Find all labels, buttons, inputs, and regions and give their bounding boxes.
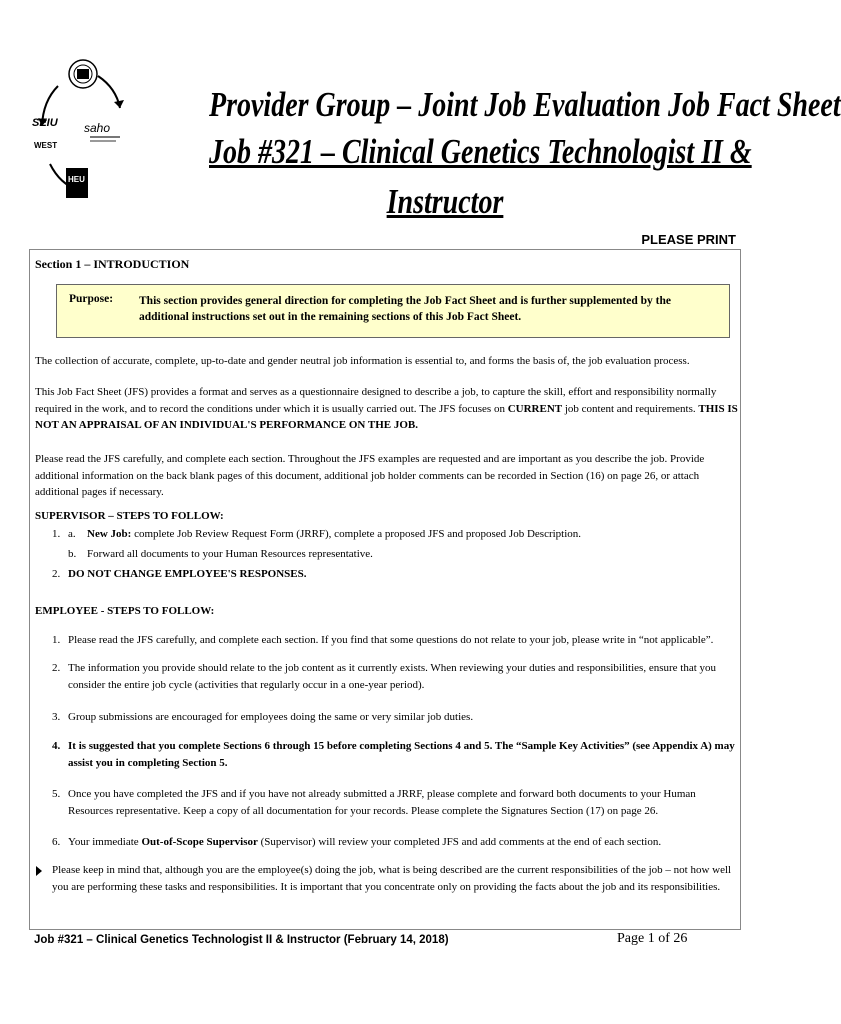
emp-step-2: The information you provide should relate to the job content as it currently exists. When reviewing your duties and responsibilities, ensure that you consider the entire job cycle (activities that regularly occur in a one-year period).: [68, 662, 717, 691]
section-title: Section 1 – INTRODUCTION: [35, 257, 190, 271]
purpose-label: Purpose:: [69, 293, 114, 305]
sup-step-1b-letter: b.: [68, 548, 77, 560]
supervisor-heading: SUPERVISOR – STEPS TO FOLLOW:: [35, 510, 224, 522]
emp-step-1: Please read the JFS carefully, and complete each section. If you find that some questions do not relate to your job, please write in “not applicable”.: [68, 634, 714, 646]
document-title: Provider Group – Joint Job Evaluation Job Fact Sheet: [209, 85, 841, 124]
employee-note: Please keep in mind that, although you are the employee(s) doing the job, what is being described are the current responsibilities of the job – not how well you are performing these tasks and responsibilities. It is important that you concentrate only on providing the facts about the job and its responsibilities.: [52, 864, 732, 893]
sup-step-2-num: 2.: [52, 568, 61, 580]
emp-step-6: Your immediate Out-of-Scope Supervisor (Supervisor) will review your completed JFS and add comments at the end of each section.: [68, 836, 662, 848]
bullet-arrow-icon: [36, 866, 42, 876]
section-box: [29, 249, 741, 930]
emp-step-4: It is suggested that you complete Sections 6 through 15 before completing Sections 4 and 5. The “Sample Key Activities” (see Appendix A) may assist you in completing Section 5.: [68, 740, 735, 769]
saho-logo: saho: [84, 121, 111, 135]
job-title-line1: Job #321 – Clinical Genetics Technologist II &: [209, 132, 752, 171]
page-number: Page 1 of 26: [617, 931, 688, 946]
sup-step-1a-letter: a.: [68, 528, 76, 540]
emp-step-3-num: 3.: [52, 711, 61, 723]
instructions-paragraph: Please read the JFS carefully, and complete each section. Throughout the JFS examples are requested and are important as you describe the job. Provide additional information on the back blank pages of this document, additional job holder comments can be recorded in Section (16) on page 26, or attach additional pages if necessary.: [35, 453, 705, 498]
emp-step-1-num: 1.: [52, 634, 61, 646]
sup-step-1a: New Job: complete Job Review Request Form (JRRF), complete a proposed JFS and proposed Job Description.: [87, 528, 582, 540]
west-logo: WEST: [34, 141, 58, 150]
purpose-box: [56, 284, 730, 338]
intro-paragraph: The collection of accurate, complete, up-to-date and gender neutral job information is essential to, and forms the basis of, the job evaluation process.: [35, 355, 690, 367]
emp-step-4-num: 4.: [52, 740, 61, 752]
svg-text:HEU: HEU: [68, 175, 85, 184]
emp-step-5-num: 5.: [52, 788, 61, 800]
emp-step-3: Group submissions are encouraged for employees doing the same or very similar job duties.: [68, 711, 474, 723]
job-title-line2: Instructor: [386, 182, 504, 221]
seiu-logo: SEIU: [32, 117, 58, 129]
purpose-text: This section provides general direction for completing the Job Fact Sheet and is further supplemented by the additional instructions set out in the remaining sections of this Job Fact Sheet.: [139, 295, 671, 323]
sup-step-1b: Forward all documents to your Human Resources representative.: [87, 548, 373, 560]
jfs-description-paragraph: This Job Fact Sheet (JFS) provides a format and serves as a questionnaire designed to describe a job, to capture the skill, effort and responsibility normally required in the work, and to record the conditions under which it is usually carried out. The JFS focuses on CURRENT job content and requirements. THIS IS NOT AN APPRAISAL OF AN INDIVIDUAL'S PERFORMANCE ON THE JOB.: [35, 386, 738, 431]
sup-step-2: DO NOT CHANGE EMPLOYEE'S RESPONSES.: [68, 568, 307, 580]
please-print-label: PLEASE PRINT: [641, 232, 736, 247]
emp-step-6-num: 6.: [52, 836, 61, 848]
emp-step-2-num: 2.: [52, 662, 61, 674]
sup-step-1-num: 1.: [52, 528, 61, 540]
partner-logos: [28, 56, 138, 204]
employee-heading: EMPLOYEE - STEPS TO FOLLOW:: [35, 605, 215, 617]
emp-step-5: Once you have completed the JFS and if you have not already submitted a JRRF, please complete and forward both documents to your Human Resources representative. Keep a copy of all documentation for your records. Please complete the Signatures Section (17) on page 26.: [68, 788, 696, 817]
footer-job-title: Job #321 – Clinical Genetics Technologist II & Instructor (February 14, 2018): [34, 934, 449, 946]
